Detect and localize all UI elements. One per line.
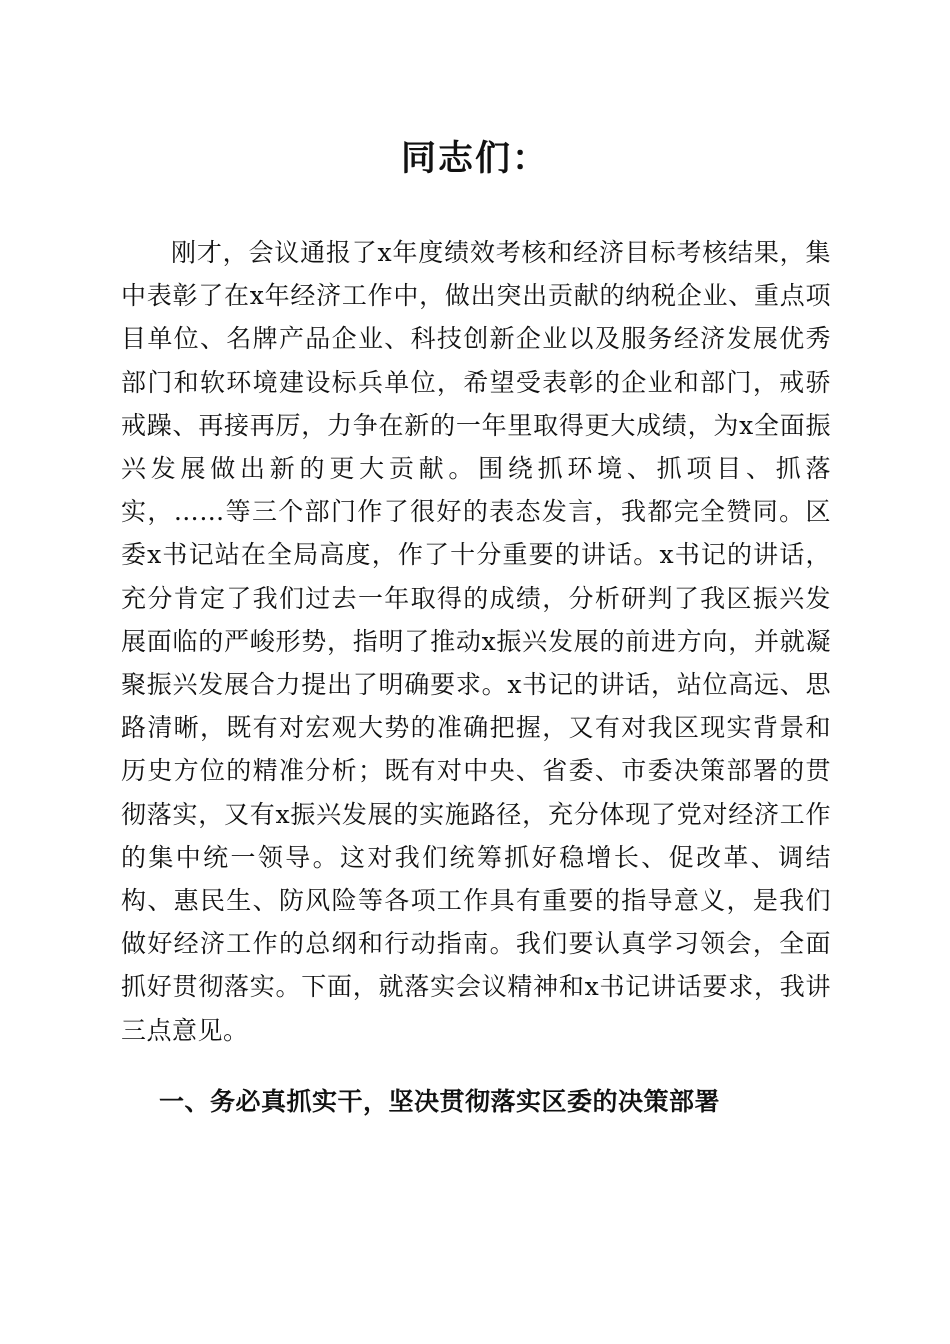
- body-paragraph: 刚才，会议通报了x年度绩效考核和经济目标考核结果，集中表彰了在x年经济工作中，做出突出贡献的纳税企业、重点项目单位、名牌产品企业、科技创新企业以及服务经济发展优秀部门和软环境建设标兵单位，希望受表彰的企业和部门，戒骄戒躁、再接再厉，力争在新的一年里取得更大成绩，为x全面振兴发展做出新的更大贡献。围绕抓环境、抓项目、抓落实，……等三个部门作了很好的表态发言，我都完全赞同。区委x书记站在全局高度，作了十分重要的讲话。x书记的讲话，充分肯定了我们过去一年取得的成绩，分析研判了我区振兴发展面临的严峻形势，指明了推动x振兴发展的前进方向，并就凝聚振兴发展合力提出了明确要求。x书记的讲话，站位高远、思路清晰，既有对宏观大势的准确把握，又有对我区现实背景和历史方位的精准分析；既有对中央、省委、市委决策部署的贯彻落实，又有x振兴发展的实施路径，充分体现了党对经济工作的集中统一领导。这对我们统筹抓好稳增长、促改革、调结构、惠民生、防风险等各项工作具有重要的指导意义，是我们做好经济工作的总纲和行动指南。我们要认真学习领会，全面抓好贯彻落实。下面，就落实会议精神和x书记讲话要求，我讲三点意见。: [121, 238, 831, 1045]
- document-title: 同志们：: [400, 138, 549, 179]
- section-heading-1: 一、务必真抓实干，坚决贯彻落实区委的决策部署: [159, 1087, 721, 1116]
